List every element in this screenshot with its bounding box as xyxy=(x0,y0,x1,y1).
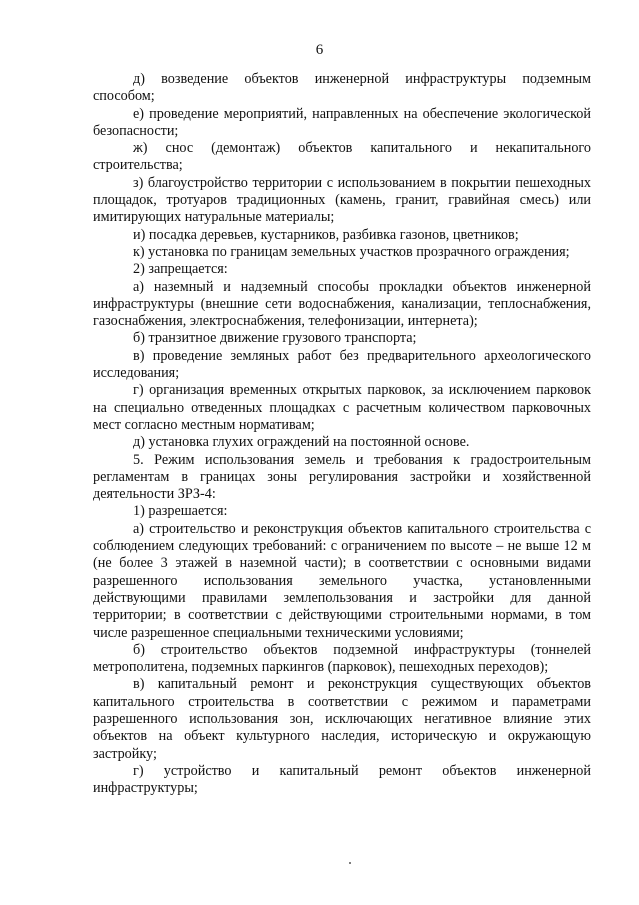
paragraph-i-planting: и) посадка деревьев, кустарников, разбивка газонов, цветников; xyxy=(133,226,519,243)
paragraph-b-underground-construction: б) строительство объектов подземной инфраструктуры (тоннелей метрополитена, подземных паркингов (парковок), пешеходных переходов); xyxy=(93,641,591,676)
paragraph-e-ecological-safety: е) проведение мероприятий, направленных на обеспечение экологической безопасности; xyxy=(93,105,591,139)
paragraph-zh-demolition: ж) снос (демонтаж) объектов капитального и некапитального строительства; xyxy=(93,140,591,174)
paragraph-v-capital-repair: в) капитальный ремонт и реконструкция существующих объектов капитального строительства в соответствии с режимом и параметрами разрешенного использования зон, исключающих негативное влияние этих объектов на объект культурного наследия, историческую и окружающую застройку; xyxy=(93,676,591,762)
document-body xyxy=(93,71,591,797)
paragraph-allowed-heading: 1) разрешается: xyxy=(133,503,228,520)
paragraph-k-transparent-fence: к) установка по границам земельных участков прозрачного ограждения; xyxy=(133,243,570,260)
paragraph-z-landscaping: з) благоустройство территории с использованием в покрытии пешеходных площадок, тротуаров традиционных (камень, гранит, гравийная смесь) или имитирующих натуральные материалы; xyxy=(93,174,591,226)
paragraph-d-underground-infrastructure: д) возведение объектов инженерной инфраструктуры подземным способом; xyxy=(93,71,591,105)
paragraph-a-construction: а) строительство и реконструкция объектов капитального строительства с соблюдением следующих требований: с ограничением по высоте – не выше 12 м (не более 3 этажей в наземной части); в соответствии с основными видами разрешенного использования земельного участка, установленными действующими правилами землепользования и застройки для данной территории; в соответствии с действующими строительными нормами, в том числе разрешенное специальными техническими условиями; xyxy=(93,520,591,641)
paragraph-d-solid-fences: д) установка глухих ограждений на постоянной основе. xyxy=(133,434,470,451)
scan-speck xyxy=(349,862,351,864)
page-number: 6 xyxy=(315,42,324,58)
paragraph-a-overground-utilities: а) наземный и надземный способы прокладки объектов инженерной инфраструктуры (внешние сети водоснабжения, канализации, теплоснабжения, газоснабжения, электроснабжения, телефонизации, интернета); xyxy=(93,278,591,330)
paragraph-prohibited-heading: 2) запрещается: xyxy=(133,261,228,278)
paragraph-b-transit-traffic: б) транзитное движение грузового транспорта; xyxy=(133,330,417,347)
paragraph-g-engineering-infrastructure: г) устройство и капитальный ремонт объектов инженерной инфраструктуры; xyxy=(93,762,591,797)
paragraph-g-temporary-parking: г) организация временных открытых парковок, за исключением парковок на специально отведенных площадках с расчетным количеством парковочных мест согласно местным нормативам; xyxy=(93,382,591,433)
paragraph-section-5-zrz4: 5. Режим использования земель и требования к градостроительным регламентам в границах зоны регулирования застройки и хозяйственной деятельности ЗРЗ-4: xyxy=(93,451,591,503)
paragraph-v-earthworks: в) проведение земляных работ без предварительного археологического исследования; xyxy=(93,347,591,382)
